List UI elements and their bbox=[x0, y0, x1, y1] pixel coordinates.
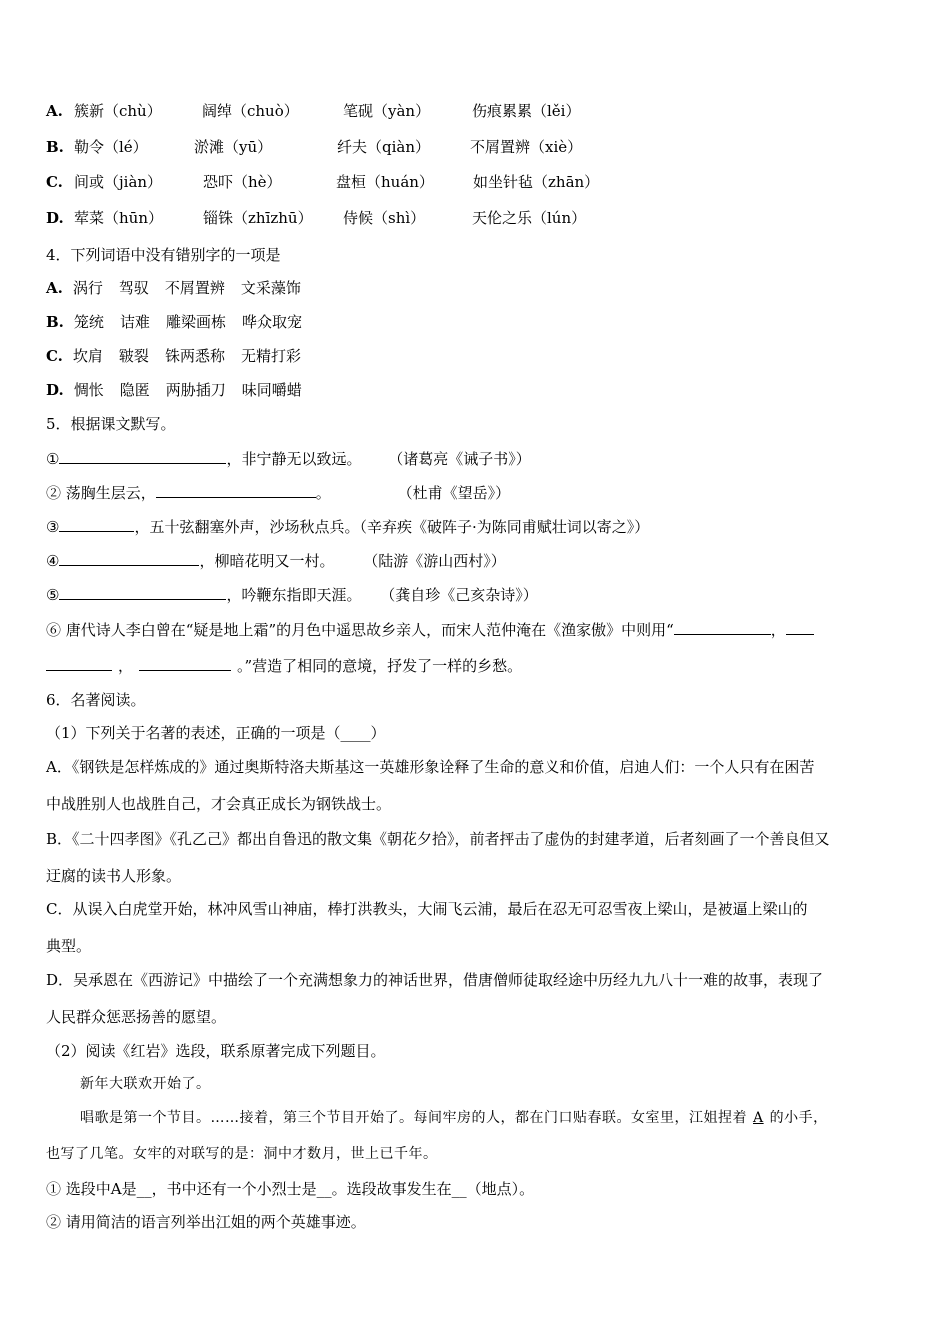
q5-line-4 bbox=[46, 550, 506, 571]
word: 隐匿 bbox=[119, 381, 150, 399]
word: 不屑置辨 bbox=[164, 279, 225, 297]
q5-stem: 5．根据课文默写。 bbox=[46, 415, 176, 433]
word: 坎肩 bbox=[72, 347, 103, 365]
option-item: 如坐针毡（zhān） bbox=[473, 173, 600, 191]
q6-option-c-line1: C．从误入白虎堂开始，林冲风雪山神庙，棒打洪教头，大闹飞云浦，最后在忍无可忍雪夜上梁山，是被逼上梁山的 bbox=[46, 900, 808, 918]
excerpt-line-1: 新年大联欢开始了。 bbox=[80, 1076, 211, 1092]
q6-option-d-line2: 人民群众惩恶扬善的愿望。 bbox=[46, 1008, 227, 1026]
q5-line-2 bbox=[46, 482, 510, 503]
q5-l6-c: ， bbox=[118, 657, 134, 675]
q5-l1-pre: ① bbox=[46, 450, 60, 468]
option-item: 盘桓（huán） bbox=[336, 173, 434, 191]
option-label: C. bbox=[46, 173, 63, 191]
word: 笼统 bbox=[73, 313, 104, 331]
q5-l4-src: （陆游《游山西村》） bbox=[363, 552, 506, 570]
option-label: D. bbox=[46, 381, 64, 399]
q4-option-d bbox=[46, 380, 318, 400]
option-item: 伤痕累累（lěi） bbox=[472, 102, 581, 120]
answer-blank[interactable] bbox=[786, 619, 814, 635]
q5-l6-a: ⑥ 唐代诗人李白曾在“疑是地上霜”的月色中遥思故乡亲人，而宋人范仲淹在《渔家傲》中则用“ bbox=[46, 621, 674, 639]
q4-option-a bbox=[46, 278, 317, 298]
excerpt-mark: A bbox=[753, 1110, 764, 1126]
q4-stem: 4．下列词语中没有错别字的一项是 bbox=[46, 246, 281, 264]
excerpt-text: 唱歌是第一个节目。……接着，第三个节目开始了。每间牢房的人，都在门口贴春联。女室里，江姐捏着 bbox=[80, 1110, 747, 1126]
q5-line-3 bbox=[46, 516, 649, 537]
q5-l5-pre: ⑤ bbox=[46, 586, 60, 604]
q5-line-6b bbox=[46, 655, 522, 676]
q6-sub2: （2）阅读《红岩》选段，联系原著完成下列题目。 bbox=[46, 1042, 386, 1060]
q4-option-c bbox=[46, 346, 317, 366]
word: 味同嚼蜡 bbox=[241, 381, 302, 399]
q5-l2-post: 。 bbox=[315, 484, 331, 502]
q6-question-a: ① 选段中A是__，书中还有一个小烈士是__。选段故事发生在__（地点）。 bbox=[46, 1180, 535, 1198]
option-item: 簇新（chù） bbox=[74, 102, 162, 120]
option-item: 天伦之乐（lún） bbox=[472, 209, 587, 227]
option-item: 间或（jiàn） bbox=[74, 173, 163, 191]
word: 两胁插刀 bbox=[165, 381, 226, 399]
option-item: 荤菜（hūn） bbox=[74, 209, 163, 227]
q5-l2-pre: ② 荡胸生层云， bbox=[46, 484, 156, 502]
q5-l3-post: ，五十弦翻塞外声，沙场秋点兵。（辛弃疾《破阵子·为陈同甫赋壮词以寄之》） bbox=[134, 518, 650, 536]
q5-l1-post: ，非宁静无以致远。 bbox=[226, 450, 362, 468]
q5-l6-d: 。”营造了相同的意境，抒发了一样的乡愁。 bbox=[237, 657, 523, 675]
answer-blank[interactable] bbox=[59, 550, 199, 566]
q5-l1-src: （诸葛亮《诫子书》） bbox=[388, 450, 531, 468]
q6-option-b-line1: B．《二十四孝图》《孔乙己》都出自鲁迅的散文集《朝花夕拾》，前者抨击了虚伪的封建孝道，后者刻画了一个善良但又 bbox=[46, 830, 830, 848]
word: 驾驭 bbox=[118, 279, 149, 297]
q6-option-b-line2: 迂腐的读书人形象。 bbox=[46, 867, 182, 885]
option-label: D. bbox=[46, 209, 64, 227]
answer-blank[interactable] bbox=[59, 516, 134, 532]
answer-blank[interactable] bbox=[46, 655, 112, 671]
word: 涡行 bbox=[72, 279, 103, 297]
option-item: 恐吓（hè） bbox=[203, 173, 282, 191]
option-item: 淤滩（yū） bbox=[194, 138, 273, 156]
excerpt-line-3: 也写了几笔。女牢的对联写的是：洞中才数月，世上已千年。 bbox=[46, 1146, 438, 1162]
q6-sub1: （1）下列关于名著的表述，正确的一项是（____） bbox=[46, 724, 386, 742]
option-item: 阔绰（chuò） bbox=[202, 102, 299, 120]
q5-l5-src: （龚自珍《己亥杂诗》） bbox=[380, 586, 538, 604]
option-item: 纤夫（qiàn） bbox=[337, 138, 431, 156]
answer-blank[interactable] bbox=[59, 448, 226, 464]
option-item: 侍候（shì） bbox=[343, 209, 426, 227]
word: 皲裂 bbox=[118, 347, 149, 365]
q4-option-b bbox=[46, 312, 318, 332]
word: 诘难 bbox=[119, 313, 150, 331]
q6-question-b: ② 请用简洁的语言列举出江姐的两个英雄事迹。 bbox=[46, 1213, 366, 1231]
q6-option-a-line2: 中战胜别人也战胜自己，才会真正成长为钢铁战士。 bbox=[46, 795, 392, 813]
option-label: C. bbox=[46, 347, 63, 365]
answer-blank[interactable] bbox=[139, 655, 231, 671]
q5-l5-post: ，吟鞭东指即天涯。 bbox=[226, 586, 362, 604]
q5-l4-pre: ④ bbox=[46, 552, 60, 570]
q5-l4-post: ，柳暗花明又一村。 bbox=[199, 552, 335, 570]
option-label: A. bbox=[46, 102, 63, 120]
answer-blank[interactable] bbox=[674, 619, 771, 635]
q5-line-6a bbox=[46, 619, 814, 640]
q6-option-a-line1: A．《钢铁是怎样炼成的》通过奥斯特洛夫斯基这一英雄形象诠释了生命的意义和价值，启迪人们：一个人只有在困苦 bbox=[46, 758, 815, 776]
q6-option-d-line1: D．吴承恩在《西游记》中描绘了一个充满想象力的神话世界，借唐僧师徒取经途中历经九九八十一难的故事，表现了 bbox=[46, 971, 824, 989]
word: 雕梁画栋 bbox=[165, 313, 226, 331]
option-item: 勒令（lé） bbox=[74, 138, 148, 156]
answer-blank[interactable] bbox=[156, 482, 316, 498]
word: 无精打彩 bbox=[240, 347, 301, 365]
excerpt-text: 的小手， bbox=[769, 1110, 828, 1126]
q6-stem: 6．名著阅读。 bbox=[46, 691, 146, 709]
word: 文采藻饰 bbox=[240, 279, 301, 297]
answer-blank[interactable] bbox=[59, 584, 226, 600]
q6-option-c-line2: 典型。 bbox=[46, 937, 92, 955]
word: 惆怅 bbox=[73, 381, 104, 399]
option-label: A. bbox=[46, 279, 63, 297]
word: 哗众取宠 bbox=[241, 313, 302, 331]
option-label: B. bbox=[46, 138, 64, 156]
option-item: 笔砚（yàn） bbox=[343, 102, 431, 120]
option-item: 不屑置辨（xiè） bbox=[470, 138, 583, 156]
word: 铢两悉称 bbox=[164, 347, 225, 365]
q5-l3-pre: ③ bbox=[46, 518, 60, 536]
q5-line-1 bbox=[46, 448, 531, 469]
excerpt-line-2 bbox=[80, 1108, 828, 1128]
option-item: 锱铢（zhīzhū） bbox=[203, 209, 313, 227]
q5-l6-b: ， bbox=[770, 621, 786, 639]
q5-l2-src: （杜甫《望岳》） bbox=[397, 484, 511, 502]
q5-line-5 bbox=[46, 584, 538, 605]
option-label: B. bbox=[46, 313, 64, 331]
